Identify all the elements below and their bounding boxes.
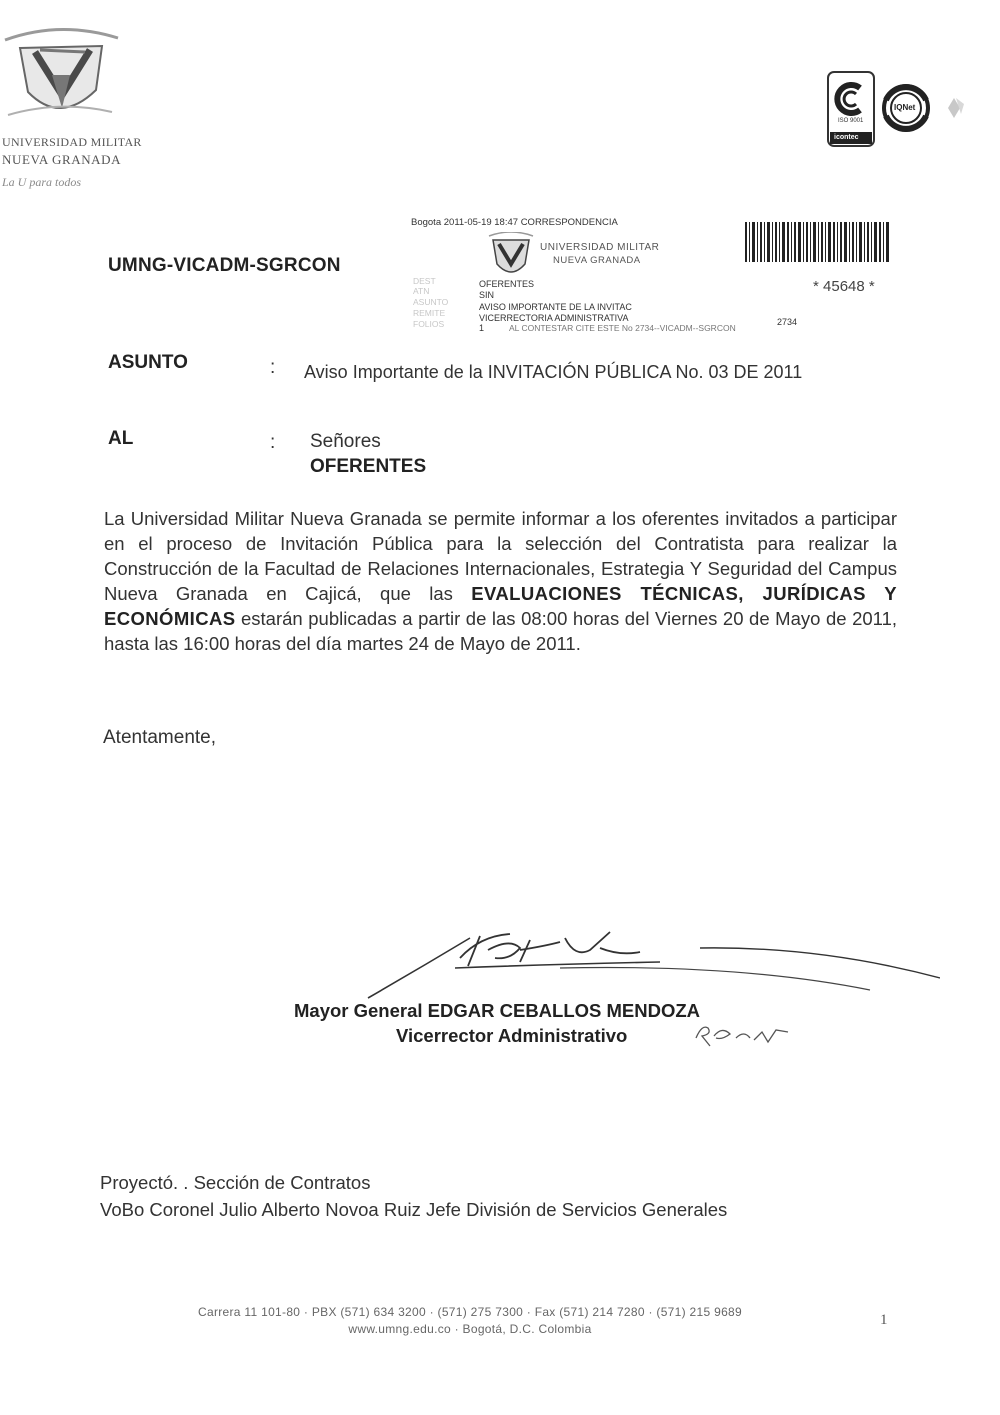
body-text-part1: La Universidad Militar Nueva Granada se permite informar a los oferentes invitados a participar en el proceso de Invitación Pública para la selección del Contratista para realizar la Construcción de la Facultad de Relaciones Internacionales, Estrategia Y Seguridad del Campus Nueva Granada en Cajicá, que las: [104, 508, 897, 604]
icontec-iqnet-seal-icon: [820, 70, 980, 155]
body-text-part2: estarán publicadas a partir de las 08:00 horas del Viernes 20 de Mayo de 2011, hasta las 16:00 horas del día martes 24 de Mayo de 2011.: [104, 608, 897, 654]
shield-emblem-icon: [0, 20, 125, 135]
stamp-org-line1: UNIVERSIDAD MILITAR: [540, 242, 660, 253]
body-emphasis: EVALUACIONES TÉCNICAS, JURÍDICAS Y ECONÓMICAS: [104, 583, 897, 629]
icontec-iso-label: ISO 9001: [838, 118, 864, 124]
stamp-field-label: ASUNTO: [413, 297, 449, 307]
al-salutation: Señores: [310, 431, 381, 452]
stamp-field-label: ATN: [413, 286, 430, 296]
stamp-field-label: DEST: [413, 276, 436, 286]
asunto-label: ASUNTO: [108, 352, 188, 373]
stamp-field-value: OFERENTES: [479, 279, 535, 289]
al-recipient: OFERENTES: [310, 456, 427, 477]
icontec-brand-label: icontec: [834, 134, 859, 141]
stamp-field-value: AVISO IMPORTANTE DE LA INVITAC: [479, 302, 632, 312]
footer-address: Carrera 11 101-80 · PBX (571) 634 3200 · (571) 275 7300 · Fax (571) 214 7280 · (571) 215 9689: [198, 1305, 742, 1319]
signer-title: Vicerrector Administrativo: [396, 1025, 628, 1046]
closing: Atentamente,: [103, 727, 217, 748]
approved-by: VoBo Coronel Julio Alberto Novoa Ruiz Jefe División de Servicios Generales: [100, 1199, 728, 1220]
prepared-by: Proyectó. . Sección de Contratos: [100, 1172, 371, 1193]
stamp-field-value: SIN: [479, 290, 495, 300]
handwritten-initials: [692, 1020, 792, 1050]
stamp-header: Bogota 2011-05-19 18:47 CORRESPONDENCIA: [411, 217, 618, 228]
asunto-text: Aviso Importante de la INVITACIÓN PÚBLICA No. 03 DE 2011: [304, 362, 803, 382]
stamp-cite-note: AL CONTESTAR CITE ESTE No 2734--VICADM--SGRCON: [509, 323, 736, 333]
university-logo: [0, 20, 142, 195]
iqnet-label: IQNet: [894, 103, 916, 112]
institution-name-line1: UNIVERSIDAD MILITAR: [2, 135, 142, 149]
stamp-field-value: 1: [479, 323, 485, 333]
handwritten-signature: [360, 928, 940, 1003]
barcode-icon: [745, 222, 890, 262]
page-number: 1: [880, 1312, 888, 1328]
body-paragraph: [104, 506, 897, 656]
stamp-field-label: REMITE: [413, 308, 446, 318]
stamp-field-label: FOLIOS: [413, 319, 445, 329]
footer-website: www.umng.edu.co · Bogotá, D.C. Colombia: [348, 1322, 592, 1336]
al-label: AL: [108, 428, 134, 449]
stamp-field-value: VICERRECTORIA ADMINISTRATIVA: [479, 313, 629, 323]
asunto-colon: :: [270, 357, 276, 378]
institution-slogan: La U para todos: [2, 175, 82, 189]
institution-name-line2: NUEVA GRANADA: [2, 152, 122, 167]
al-colon: :: [270, 432, 276, 453]
stamp-emblem-icon: [487, 232, 535, 282]
correspondence-stamp: [405, 214, 905, 344]
stamp-radicado-number: * 45648 *: [813, 278, 875, 295]
certification-seals: [820, 70, 980, 155]
stamp-org-line2: NUEVA GRANADA: [553, 255, 641, 266]
stamp-consecutivo: 2734: [777, 317, 798, 327]
document-reference: UMNG-VICADM-SGRCON: [108, 255, 341, 276]
signer-name: Mayor General EDGAR CEBALLOS MENDOZA: [294, 1000, 701, 1021]
